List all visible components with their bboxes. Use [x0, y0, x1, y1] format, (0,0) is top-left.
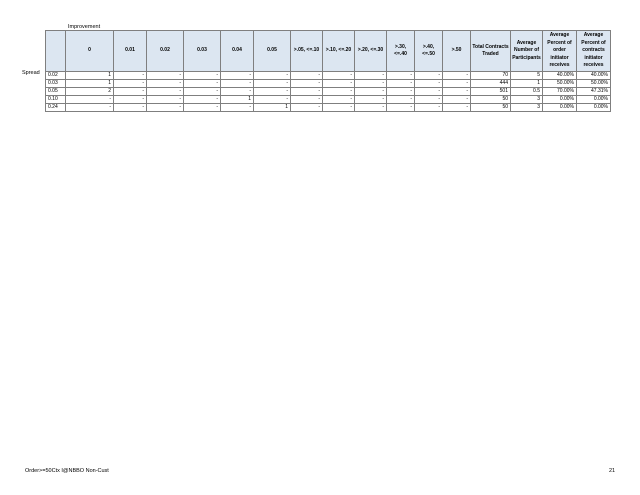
table-cell: -	[387, 104, 415, 112]
table-cell: -	[254, 80, 291, 88]
table-cell: -	[443, 88, 471, 96]
table-cell: 40.00%	[577, 72, 611, 80]
header-cell: Average Percent of contracts initiator receives	[577, 31, 611, 72]
table-cell: 50	[471, 96, 511, 104]
table-cell: 5	[511, 72, 543, 80]
table-cell: 444	[471, 80, 511, 88]
table-cell: -	[221, 104, 254, 112]
table-cell: -	[66, 104, 114, 112]
header-cell: Average Number of Participants	[511, 31, 543, 72]
table-cell: -	[254, 88, 291, 96]
header-cell: 0	[66, 31, 114, 72]
table-cell: 0.00%	[577, 104, 611, 112]
header-row	[46, 31, 611, 72]
table-cell: -	[114, 96, 147, 104]
table-cell: -	[323, 88, 355, 96]
table-cell: -	[184, 80, 221, 88]
table-cell: -	[323, 96, 355, 104]
spread-cell: 0.05	[46, 88, 66, 96]
table-cell: 0.00%	[543, 104, 577, 112]
table-cell: -	[114, 88, 147, 96]
table-cell: -	[291, 104, 323, 112]
table-cell: -	[387, 80, 415, 88]
table-cell: -	[66, 96, 114, 104]
table-cell: -	[443, 104, 471, 112]
table-cell: -	[415, 80, 443, 88]
table-cell: -	[387, 88, 415, 96]
table-cell: 1	[221, 96, 254, 104]
table-cell: -	[147, 72, 184, 80]
header-cell: >.40, <=.50	[415, 31, 443, 72]
table-cell: -	[387, 96, 415, 104]
table-cell: -	[147, 104, 184, 112]
table-cell: -	[221, 88, 254, 96]
table-row	[46, 88, 611, 96]
table-cell: -	[254, 72, 291, 80]
header-cell: Total Contracts Traded	[471, 31, 511, 72]
table-cell: 3	[511, 104, 543, 112]
table-cell: 3	[511, 96, 543, 104]
table-cell: 0.00%	[543, 96, 577, 104]
table-cell: -	[291, 88, 323, 96]
spread-label: Spread	[22, 70, 40, 76]
table-cell: 0.5	[511, 88, 543, 96]
table-cell: -	[114, 80, 147, 88]
table-cell: -	[415, 72, 443, 80]
footer-caption: Order>=50Ctx I@NBBO Non-Cust	[25, 468, 109, 474]
table-cell: 1	[66, 80, 114, 88]
table-cell: 40.00%	[543, 72, 577, 80]
table-cell: -	[291, 80, 323, 88]
table-row	[46, 96, 611, 104]
data-table	[45, 30, 611, 112]
table-cell: 70	[471, 72, 511, 80]
header-cell: >.10, <=.20	[323, 31, 355, 72]
table-cell: -	[323, 72, 355, 80]
table-cell: 50	[471, 104, 511, 112]
table-cell: 0.00%	[577, 96, 611, 104]
table-cell: -	[323, 80, 355, 88]
table-cell: -	[114, 104, 147, 112]
table-cell: -	[415, 88, 443, 96]
header-cell: >.30, <=.40	[387, 31, 415, 72]
header-cell: 0.03	[184, 31, 221, 72]
header-cell	[46, 31, 66, 72]
table-cell: -	[291, 96, 323, 104]
table-cell: 2	[66, 88, 114, 96]
header-cell: >.50	[443, 31, 471, 72]
spread-cell: 0.02	[46, 72, 66, 80]
header-cell: >.05, <=.10	[291, 31, 323, 72]
table-cell: -	[291, 72, 323, 80]
table-cell: -	[147, 88, 184, 96]
table-cell: -	[184, 72, 221, 80]
table-cell: -	[355, 104, 387, 112]
table-cell: 47.31%	[577, 88, 611, 96]
table-cell: 50.00%	[577, 80, 611, 88]
table-cell: 50.00%	[543, 80, 577, 88]
table-cell: 1	[254, 104, 291, 112]
spread-cell: 0.10	[46, 96, 66, 104]
header-cell: 0.01	[114, 31, 147, 72]
table-cell: 70.00%	[543, 88, 577, 96]
table-cell: 1	[66, 72, 114, 80]
table-cell: -	[221, 72, 254, 80]
table-cell: -	[443, 80, 471, 88]
table-cell: -	[221, 80, 254, 88]
spread-cell: 0.24	[46, 104, 66, 112]
table-cell: -	[443, 72, 471, 80]
table-cell: -	[415, 96, 443, 104]
table-cell: -	[147, 96, 184, 104]
table-row	[46, 80, 611, 88]
header-cell: 0.02	[147, 31, 184, 72]
table-cell: -	[184, 88, 221, 96]
table-cell: 501	[471, 88, 511, 96]
table-cell: -	[415, 104, 443, 112]
improvement-label: Improvement	[68, 24, 101, 30]
table-cell: -	[443, 96, 471, 104]
table-cell: -	[387, 72, 415, 80]
header-cell: Average Percent of order initiator receives	[543, 31, 577, 72]
table-cell: -	[355, 72, 387, 80]
table-cell: -	[184, 96, 221, 104]
header-cell: 0.04	[221, 31, 254, 72]
table-cell: -	[355, 80, 387, 88]
header-cell: 0.05	[254, 31, 291, 72]
page-number: 21	[609, 468, 616, 474]
table-row	[46, 104, 611, 112]
table-cell: 1	[511, 80, 543, 88]
table-cell: -	[184, 104, 221, 112]
table-cell: -	[355, 88, 387, 96]
spread-cell: 0.03	[46, 80, 66, 88]
table-cell: -	[147, 80, 184, 88]
table-cell: -	[254, 96, 291, 104]
table-row	[46, 72, 611, 80]
table-cell: -	[355, 96, 387, 104]
table-cell: -	[114, 72, 147, 80]
table-cell: -	[323, 104, 355, 112]
header-cell: >.20, <=.30	[355, 31, 387, 72]
